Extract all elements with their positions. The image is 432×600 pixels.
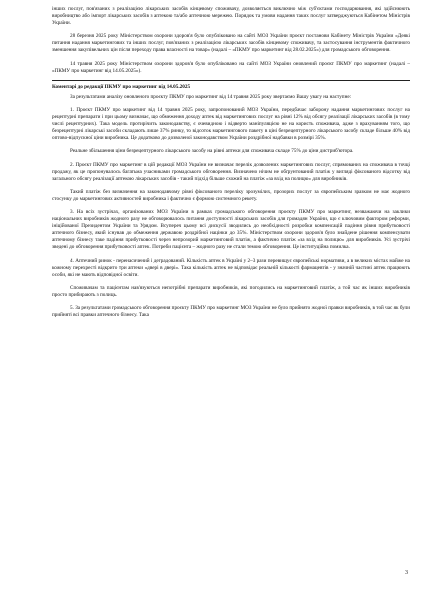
paragraph: 5. За результатами громадського обговорення проєкту ПКМУ про маркетинг МОЗ України не було прийнято жодної правки виробників, в той час як були прийняті всі правки аптечного бізнесу. Така <box>52 305 411 319</box>
paragraph: 3. На всіх зустрічах, організованих МОЗ України в рамках громадського обговорення проєкту ПКМУ про маркетинг, незважаючи на заклики національних виробників жодного разу не обговорювалось питання доступності лікарських засобів для громадян України, що є ключовим фактором реформи, ініційованої Президентом України та Урядом. Всупереч цьому всі дискусії зводились до необхідності розробки компенсацій падіння рівня прибутковості аптечного бізнесу, який існував до обмеження державою роздрібної націнки до 35%. Міністерством охорони здоров'я було знайдене рішення компенсувати аптечному бізнесу таке падіння прибутковості через непрозорий маркетинговий платіж, а фактично платіж «за вхід на полицю» для виробників. Усі зустрічі зведені до обговорення прибутковості аптек. Потреби пацієнта – жодного разу не стали темою обговорення. Це інституційна помилка. <box>52 208 410 251</box>
paragraph: 14 травня 2025 року Міністерством охорони здоров'я було опубліковано на сайті МОЗ України оновлений проєкт ПКМУ про маркетинг (надалі – «ПКМУ про маркетинг від 14.05.2025»). <box>52 60 410 74</box>
paragraph: 28 березня 2025 року Міністерством охорони здоров'я було опубліковано на сайті МОЗ України проєкт постанови Кабінету Міністрів України «Деякі питання надання маркетингових та інших послуг, пов'язаних з реалізацією лікарських засобів кінцевому споживачу, та застосування інструментів фактичного зменшення закупівельних цін після переходу права власності на товар» (надалі – «ПКМУ про маркетинг від 28.02.2025») для громадського обговорення. <box>52 33 410 54</box>
paragraph: Споживачам та пацієнтам нав'язуються непотрібні препарати виробників, які погодились на маркетинговий платіж, а той час як інших виробників просто прибирають з полиць. <box>52 284 410 298</box>
paragraph: Реальне збільшення ціни безрецептурного лікарського засобу на рівні аптеки для споживача складе 75% до ціни дистриб'ютора. <box>70 148 354 155</box>
paragraph: За результатами аналізу оновленого проєкту ПКМУ про маркетинг від 14 травня 2025 року звертаємо Вашу увагу на наступне: <box>70 93 352 100</box>
paragraph: 4. Аптечний ринок - перенасичений і деградований. Кількість аптек в Україні у 2–3 рази перевищує європейські нормативи, а в великих містах майже на кожному перехресті відкрито три аптеки «двері в двері». Така кількість аптек не відповідає реальній кількості фармацевтів - у значній частині аптек працюють особи, які не мають відповідної освіти. <box>52 257 410 278</box>
paragraph: 1. Проєкт ПКМУ про маркетинг від 14 травня 2025 року, запропонований МОЗ України, передбачає заборону надання маркетингових послуг на рецептурні препарати і при цьому визначає, що обмеження доходу аптек від маркетингових послуг на рівні 12% від обсягу реалізації лікарських засобів (в тому числі рецептурних). Така модель протирічить законодавству, є очевидною і відверто маніпуляцією не на користь споживача, адже з врахуванням того, що безрецептурні лікарські засоби складають лише 37% ринку, то відсоток маркетингового пакету в ціні безрецептурного лікарського засобу складе більше 40% від оптово-відпускної ціни виробника. Це додатково до дозволеної законодавством України роздрібної надбавки в розмірі 35%. <box>52 106 410 142</box>
section-divider <box>52 80 410 81</box>
page-number: 3 <box>405 570 408 576</box>
paragraph: 2. Проєкт ПКМУ про маркетинг в цій редакції МОЗ України не визначає перелік дозволених маркетингових послуг, спрямованих на споживача в точці продажу, як це пропонувалось багатьма учасниками громадського обговорення. Визначено нічим не обґрунтований платіж у вигляді фіксованого відсотку від загального обсягу реалізації аптекою лікарських засобів - такий підхід більше схожий на платіж «за вхід на полицю» для виробників. <box>52 161 410 182</box>
section-heading: Коментарі до редакції ПКМУ про маркетинг від 14.05.2025 <box>52 83 191 90</box>
paragraph: Такий платіж без визначення на законодавчому рівні фіксованого переліку зрозумілих, прозорих послуг за європейським зразком не має жодного стосунку до маркетингових активностей виробника і фактично є формою системного рекету. <box>52 188 410 202</box>
paragraph: інших послуг, пов'язаних з реалізацією лікарських засобів кінцевому споживачу, дозволяється виключно між суб'єктами господарювання, які здійснюють виробництво або імпорт лікарських засобів з аптекою та/або аптечною мережею. Порядок та умови надання таких послуг затверджуються Кабінетом Міністрів України. <box>52 6 410 27</box>
